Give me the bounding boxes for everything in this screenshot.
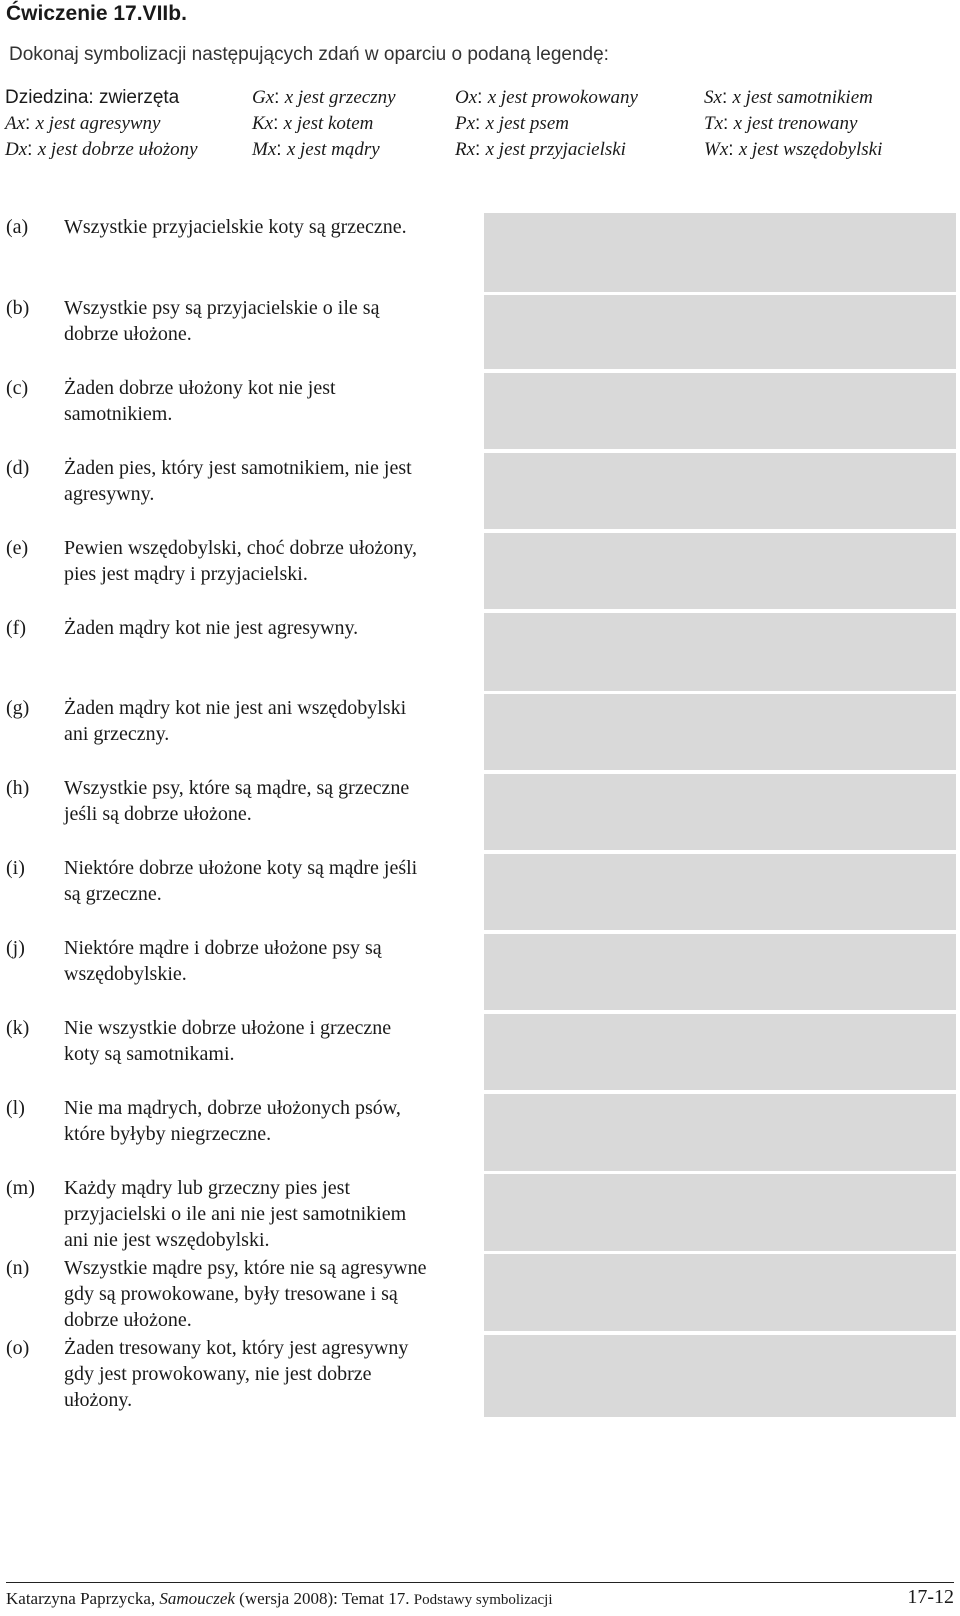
legend-entry: Gx: x jest grzeczny (252, 87, 396, 108)
legend-symbol: Px (455, 113, 476, 134)
legend-text: x jest samotnikiem (732, 87, 873, 108)
item-line: koty są samotnikami. (64, 1043, 235, 1065)
item-line: Wszystkie przyjacielskie koty są grzeczne. (64, 216, 407, 238)
legend-text: x jest agresywny (35, 113, 161, 134)
item-label: (a) (6, 216, 29, 238)
item-line: Niektóre dobrze ułożone koty są mądre jeśli (64, 857, 418, 879)
item-line: Niektóre mądre i dobrze ułożone psy są (64, 937, 382, 959)
item-label: (g) (6, 697, 30, 719)
legend-entry: Ax: x jest agresywny (5, 113, 161, 134)
answer-box-c[interactable] (484, 373, 956, 449)
legend-symbol: Ax (5, 113, 26, 134)
legend-entry: Rx: x jest przyjacielski (455, 139, 626, 160)
item-label: (n) (6, 1257, 30, 1279)
legend-symbol: Mx (252, 139, 277, 160)
item-text (64, 1015, 484, 1067)
item-text (64, 1335, 484, 1413)
legend-text: x jest dobrze ułożony (37, 139, 198, 160)
item-line: Wszystkie psy, które są mądre, są grzeczne (64, 777, 410, 799)
answer-box-b[interactable] (484, 295, 956, 369)
legend-entry: Wx: x jest wszędobylski (704, 139, 883, 160)
legend-entry: Tx: x jest trenowany (704, 113, 858, 134)
item-line: Nie ma mądrych, dobrze ułożonych psów, (64, 1097, 401, 1119)
footer-book-title: Samouczek (159, 1589, 235, 1608)
item-line: Żaden pies, który jest samotnikiem, nie jest (64, 457, 412, 479)
legend-entry: Ox: x jest prowokowany (455, 87, 638, 108)
footer-author: Katarzyna Paprzycka, (6, 1589, 156, 1608)
answer-box-m[interactable] (484, 1174, 956, 1251)
item-label: (d) (6, 457, 30, 479)
answer-box-k[interactable] (484, 1014, 956, 1090)
item-label: (b) (6, 297, 30, 319)
item-text (64, 1175, 484, 1253)
legend-text: x jest psem (485, 113, 569, 134)
legend-symbol: Wx (704, 139, 729, 160)
item-line: Żaden mądry kot nie jest ani wszędobylski (64, 697, 407, 719)
item-text (64, 535, 484, 587)
legend-entry: Kx: x jest kotem (252, 113, 374, 134)
answer-box-g[interactable] (484, 694, 956, 770)
item-text (64, 775, 484, 827)
answer-box-f[interactable] (484, 613, 956, 691)
item-line: które byłyby niegrzeczne. (64, 1123, 272, 1145)
item-line: Żaden dobrze ułożony kot nie jest (64, 377, 336, 399)
legend-text: x jest trenowany (733, 113, 858, 134)
item-label: (k) (6, 1017, 30, 1039)
item-label: (c) (6, 377, 29, 399)
legend-domain: Dziedzina: zwierzęta (5, 87, 180, 108)
item-text (64, 455, 484, 507)
item-text (64, 855, 484, 907)
item-label: (j) (6, 937, 25, 959)
page-number: 17-12 (907, 1586, 954, 1608)
item-line: ani nie jest wszędobylski. (64, 1229, 270, 1251)
item-line: Każdy mądry lub grzeczny pies jest (64, 1177, 351, 1199)
item-line: wszędobylskie. (64, 963, 187, 985)
item-line: Wszystkie mądre psy, które nie są agresywne (64, 1257, 427, 1279)
legend-text: x jest prowokowany (487, 87, 638, 108)
item-line: są grzeczne. (64, 883, 162, 905)
answer-box-j[interactable] (484, 934, 956, 1010)
footer-topic: Podstawy symbolizacji (413, 1592, 553, 1608)
legend-entry: Mx: x jest mądry (252, 139, 380, 160)
legend-text: x jest wszędobylski (738, 139, 883, 160)
footer-citation (6, 1586, 553, 1613)
legend-entry: Sx: x jest samotnikiem (704, 87, 873, 108)
legend-symbol: Rx (455, 139, 476, 160)
item-label: (i) (6, 857, 25, 879)
item-line: samotnikiem. (64, 403, 173, 425)
item-line: jeśli są dobrze ułożone. (64, 803, 252, 825)
answer-box-h[interactable] (484, 774, 956, 850)
page-footer (6, 1586, 954, 1612)
item-label: (e) (6, 537, 29, 559)
item-text (64, 615, 484, 641)
answer-box-i[interactable] (484, 854, 956, 930)
item-line: Pewien wszędobylski, choć dobrze ułożony, (64, 537, 418, 559)
answer-box-a[interactable] (484, 213, 956, 292)
legend-text: x jest grzeczny (284, 87, 396, 108)
answer-box-l[interactable] (484, 1094, 956, 1171)
answer-box-n[interactable] (484, 1254, 956, 1331)
legend-text: x jest przyjacielski (485, 139, 626, 160)
legend-symbol: Ox (455, 87, 478, 108)
item-line: Nie wszystkie dobrze ułożone i grzeczne (64, 1017, 392, 1039)
item-label: (l) (6, 1097, 25, 1119)
item-line: ani grzeczny. (64, 723, 170, 745)
item-line: Żaden mądry kot nie jest agresywny. (64, 617, 359, 639)
answer-box-d[interactable] (484, 453, 956, 529)
legend-symbol: Tx (704, 113, 723, 134)
item-label: (f) (6, 617, 26, 639)
item-line: przyjacielski o ile ani nie jest samotnikiem (64, 1203, 407, 1225)
answer-box-e[interactable] (484, 533, 956, 609)
item-line: ułożony. (64, 1389, 133, 1411)
item-line: pies jest mądry i przyjacielski. (64, 563, 308, 585)
item-text (64, 375, 484, 427)
item-text (64, 214, 484, 240)
item-line: Żaden tresowany kot, który jest agresywny (64, 1337, 409, 1359)
legend-symbol: Gx (252, 87, 275, 108)
item-text (64, 935, 484, 987)
legend-entry: Dx: x jest dobrze ułożony (5, 139, 198, 160)
item-line: gdy są prowokowane, były tresowane i są (64, 1283, 398, 1305)
item-text (64, 1255, 484, 1333)
legend-text: x jest mądry (286, 139, 380, 160)
item-line: agresywny. (64, 483, 155, 505)
footer-edition: (wersja 2008): Temat 17. (239, 1589, 410, 1608)
item-line: Wszystkie psy są przyjacielskie o ile są (64, 297, 380, 319)
legend-symbol: Kx (252, 113, 274, 134)
item-text (64, 295, 484, 347)
item-label: (m) (6, 1177, 35, 1199)
item-line: gdy jest prowokowany, nie jest dobrze (64, 1363, 372, 1385)
legend-text: x jest kotem (283, 113, 374, 134)
legend-symbol: Sx (704, 87, 722, 108)
instruction-text: Dokonaj symbolizacji następujących zdań w oparciu o podaną legendę: (9, 44, 609, 65)
answer-box-o[interactable] (484, 1335, 956, 1417)
exercise-title: Ćwiczenie 17.VIIb. (6, 2, 187, 25)
item-line: dobrze ułożone. (64, 1309, 192, 1331)
item-line: dobrze ułożone. (64, 323, 192, 345)
item-label: (h) (6, 777, 30, 799)
item-text (64, 1095, 484, 1147)
legend-entry: Px: x jest psem (455, 113, 569, 134)
legend-symbol: Dx (5, 139, 28, 160)
footer-divider (6, 1582, 954, 1583)
item-label: (o) (6, 1337, 30, 1359)
item-text (64, 695, 484, 747)
